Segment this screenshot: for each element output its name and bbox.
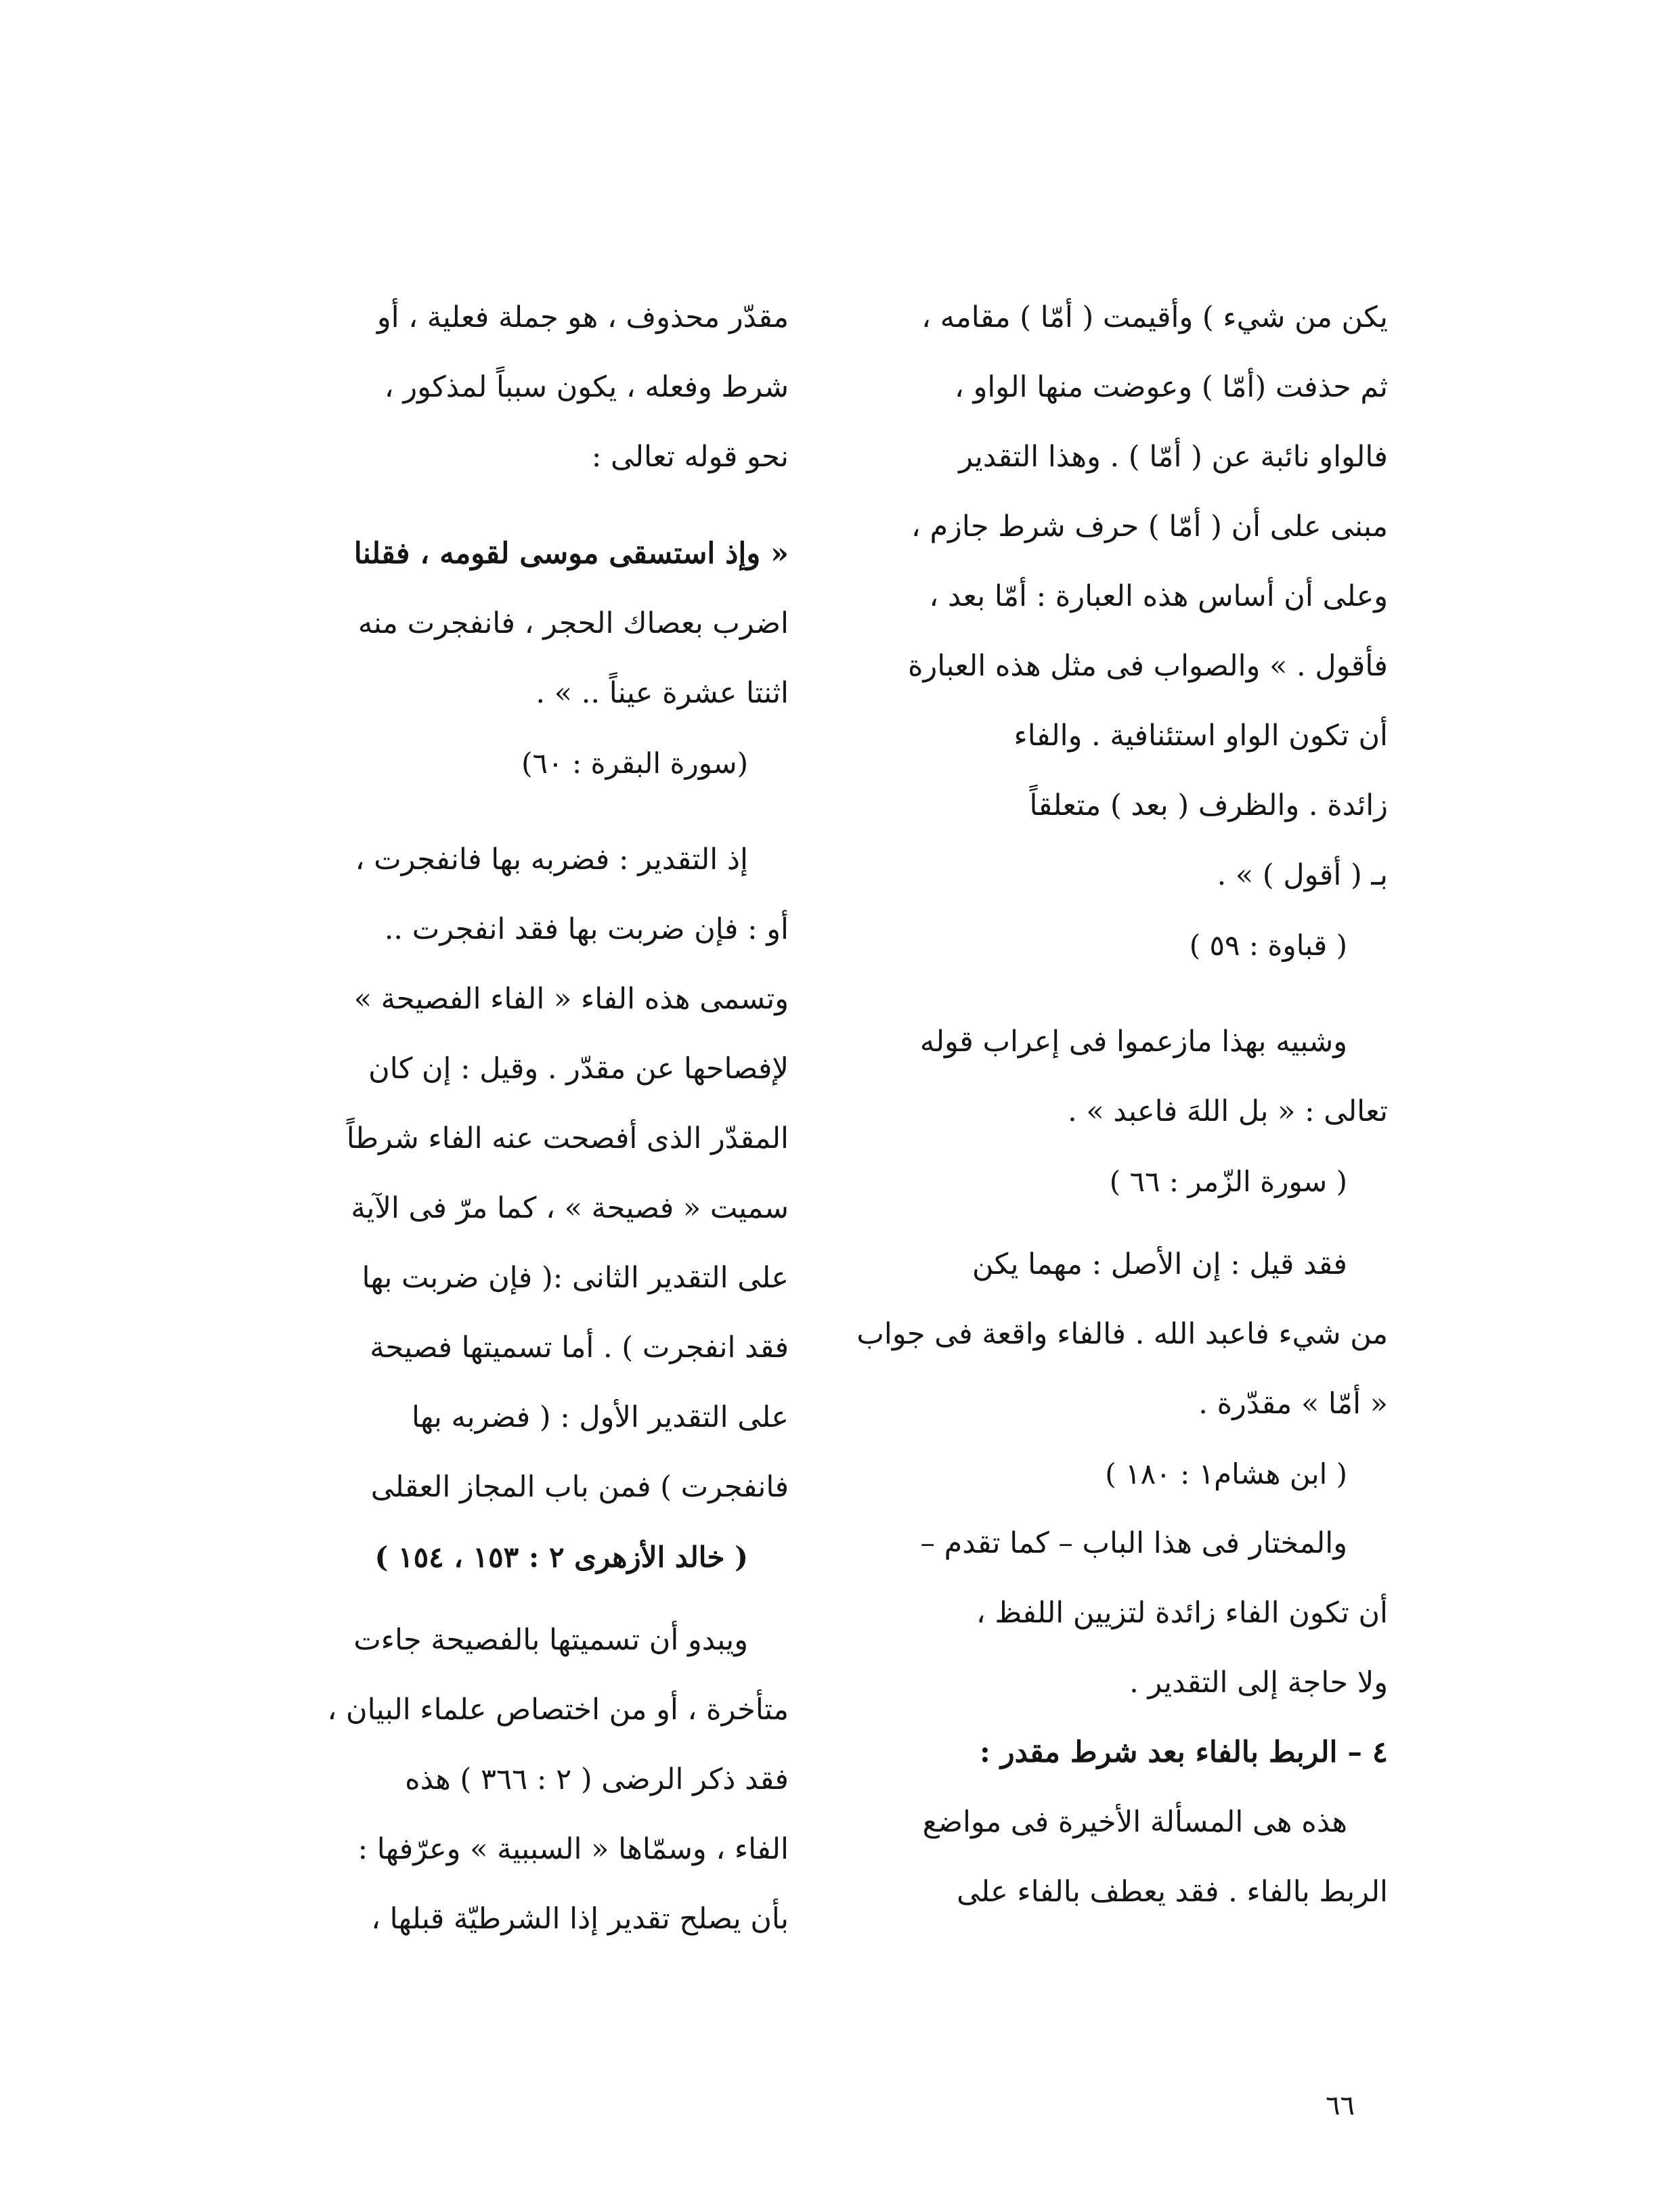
text-line: تعالى : « بل اللهَ فاعبد » .: [1068, 1094, 1388, 1128]
text-line: هذه هى المسألة الأخيرة فى مواضع: [922, 1805, 1347, 1839]
text-line: زائدة . والظرف ( بعد ) متعلقاً: [1029, 789, 1388, 822]
text-line: نحو قوله تعالى :: [591, 440, 789, 474]
text-line: إذ التقدير : فضربه بها فانفجرت ،: [355, 843, 748, 877]
quran-quote-line: « وإذ استسقى موسى لقومه ، فقلنا: [353, 537, 789, 571]
right-column: [846, 283, 1388, 1927]
text-line: على التقدير الثانى :( فإن ضربت بها: [362, 1261, 789, 1295]
text-line: على التقدير الأول : ( فضربه بها: [411, 1400, 789, 1434]
text-line: الربط بالفاء . فقد يعطف بالفاء على: [957, 1875, 1388, 1909]
citation: ( خالد الأزهرى ٢ : ١٥٣ ، ١٥٤ ): [374, 1541, 748, 1574]
text-line: أن تكون الفاء زائدة لتزيين اللفظ ،: [976, 1596, 1388, 1630]
quran-quote-line: اثنتا عشرة عيناً .. » .: [536, 676, 789, 710]
text-line: مقدّر محذوف ، هو جملة فعلية ، أو: [376, 301, 789, 334]
text-line: والمختار فى هذا الباب – كما تقدم –: [920, 1526, 1347, 1560]
text-line: المقدّر الذى أفصحت عنه الفاء شرطاً: [346, 1122, 789, 1155]
text-line: بأن يصلح تقدير إذا الشرطيّة قبلها ،: [371, 1902, 789, 1936]
text-line: ثم حذفت (أمّا ) وعوضت منها الواو ،: [955, 370, 1388, 404]
text-line: فقد قيل : إن الأصل : مهما يكن: [972, 1247, 1347, 1281]
citation: ( قباوة : ٥٩ ): [1189, 929, 1347, 962]
text-line: من شيء فاعبد الله . فالفاء واقعة فى جواب: [856, 1317, 1388, 1351]
text-line: ويبدو أن تسميتها بالفصيحة جاءت: [353, 1623, 748, 1657]
text-line: سميت « فصيحة » ، كما مرّ فى الآية: [351, 1191, 789, 1225]
text-line: وتسمى هذه الفاء « الفاء الفصيحة »: [353, 982, 789, 1016]
text-line: شرط وفعله ، يكون سبباً لمذكور ،: [384, 370, 789, 404]
text-line: يكن من شيء ) وأقيمت ( أمّا ) مقامه ،: [921, 301, 1388, 334]
text-line: لإفصاحها عن مقدّر . وقيل : إن كان: [368, 1052, 789, 1086]
page-number: ٦٦: [1326, 2090, 1355, 2121]
text-line: بـ ( أقول ) » .: [1217, 858, 1388, 892]
text-line: وعلى أن أساس هذه العبارة : أمّا بعد ،: [929, 579, 1388, 613]
text-line: ولا حاجة إلى التقدير .: [1129, 1666, 1388, 1700]
text-line: فقد انفجرت ) . أما تسميتها فصيحة: [370, 1331, 789, 1365]
text-line: « أمّا » مقدّرة .: [1198, 1387, 1388, 1421]
text-line: أو : فإن ضربت بها فقد انفجرت ..: [384, 912, 789, 946]
text-line: فقد ذكر الرضى ( ٢ : ٣٦٦ ) هذه: [405, 1763, 789, 1796]
text-line: وشبيه بهذا مازعموا فى إعراب قوله: [919, 1025, 1347, 1059]
citation: ( سورة الزّمر : ٦٦ ): [1109, 1165, 1347, 1198]
citation: ( ابن هشام١ : ١٨٠ ): [1105, 1457, 1347, 1490]
text-line: أن تكون الواو استئنافية . والفاء: [1013, 719, 1388, 753]
text-line: فالواو نائبة عن ( أمّا ) . وهذا التقدير: [959, 440, 1388, 474]
text-line: مبنى على أن ( أمّا ) حرف شرط جازم ،: [911, 510, 1388, 544]
section-heading: ٤ – الربط بالفاء بعد شرط مقدر :: [979, 1735, 1388, 1769]
quran-quote-line: اضرب بعصاك الحجر ، فانفجرت منه: [357, 606, 789, 640]
citation: (سورة البقرة : ٦٠): [521, 747, 748, 780]
text-line: فانفجرت ) فمن باب المجاز العقلى: [370, 1470, 789, 1504]
text-line: الفاء ، وسمّاها « السببية » وعرّفها :: [357, 1832, 789, 1866]
text-line: متأخرة ، أو من اختصاص علماء البيان ،: [327, 1693, 789, 1727]
text-line: فأقول . » والصواب فى مثل هذه العبارة: [908, 649, 1388, 683]
left-column: [247, 283, 789, 1954]
